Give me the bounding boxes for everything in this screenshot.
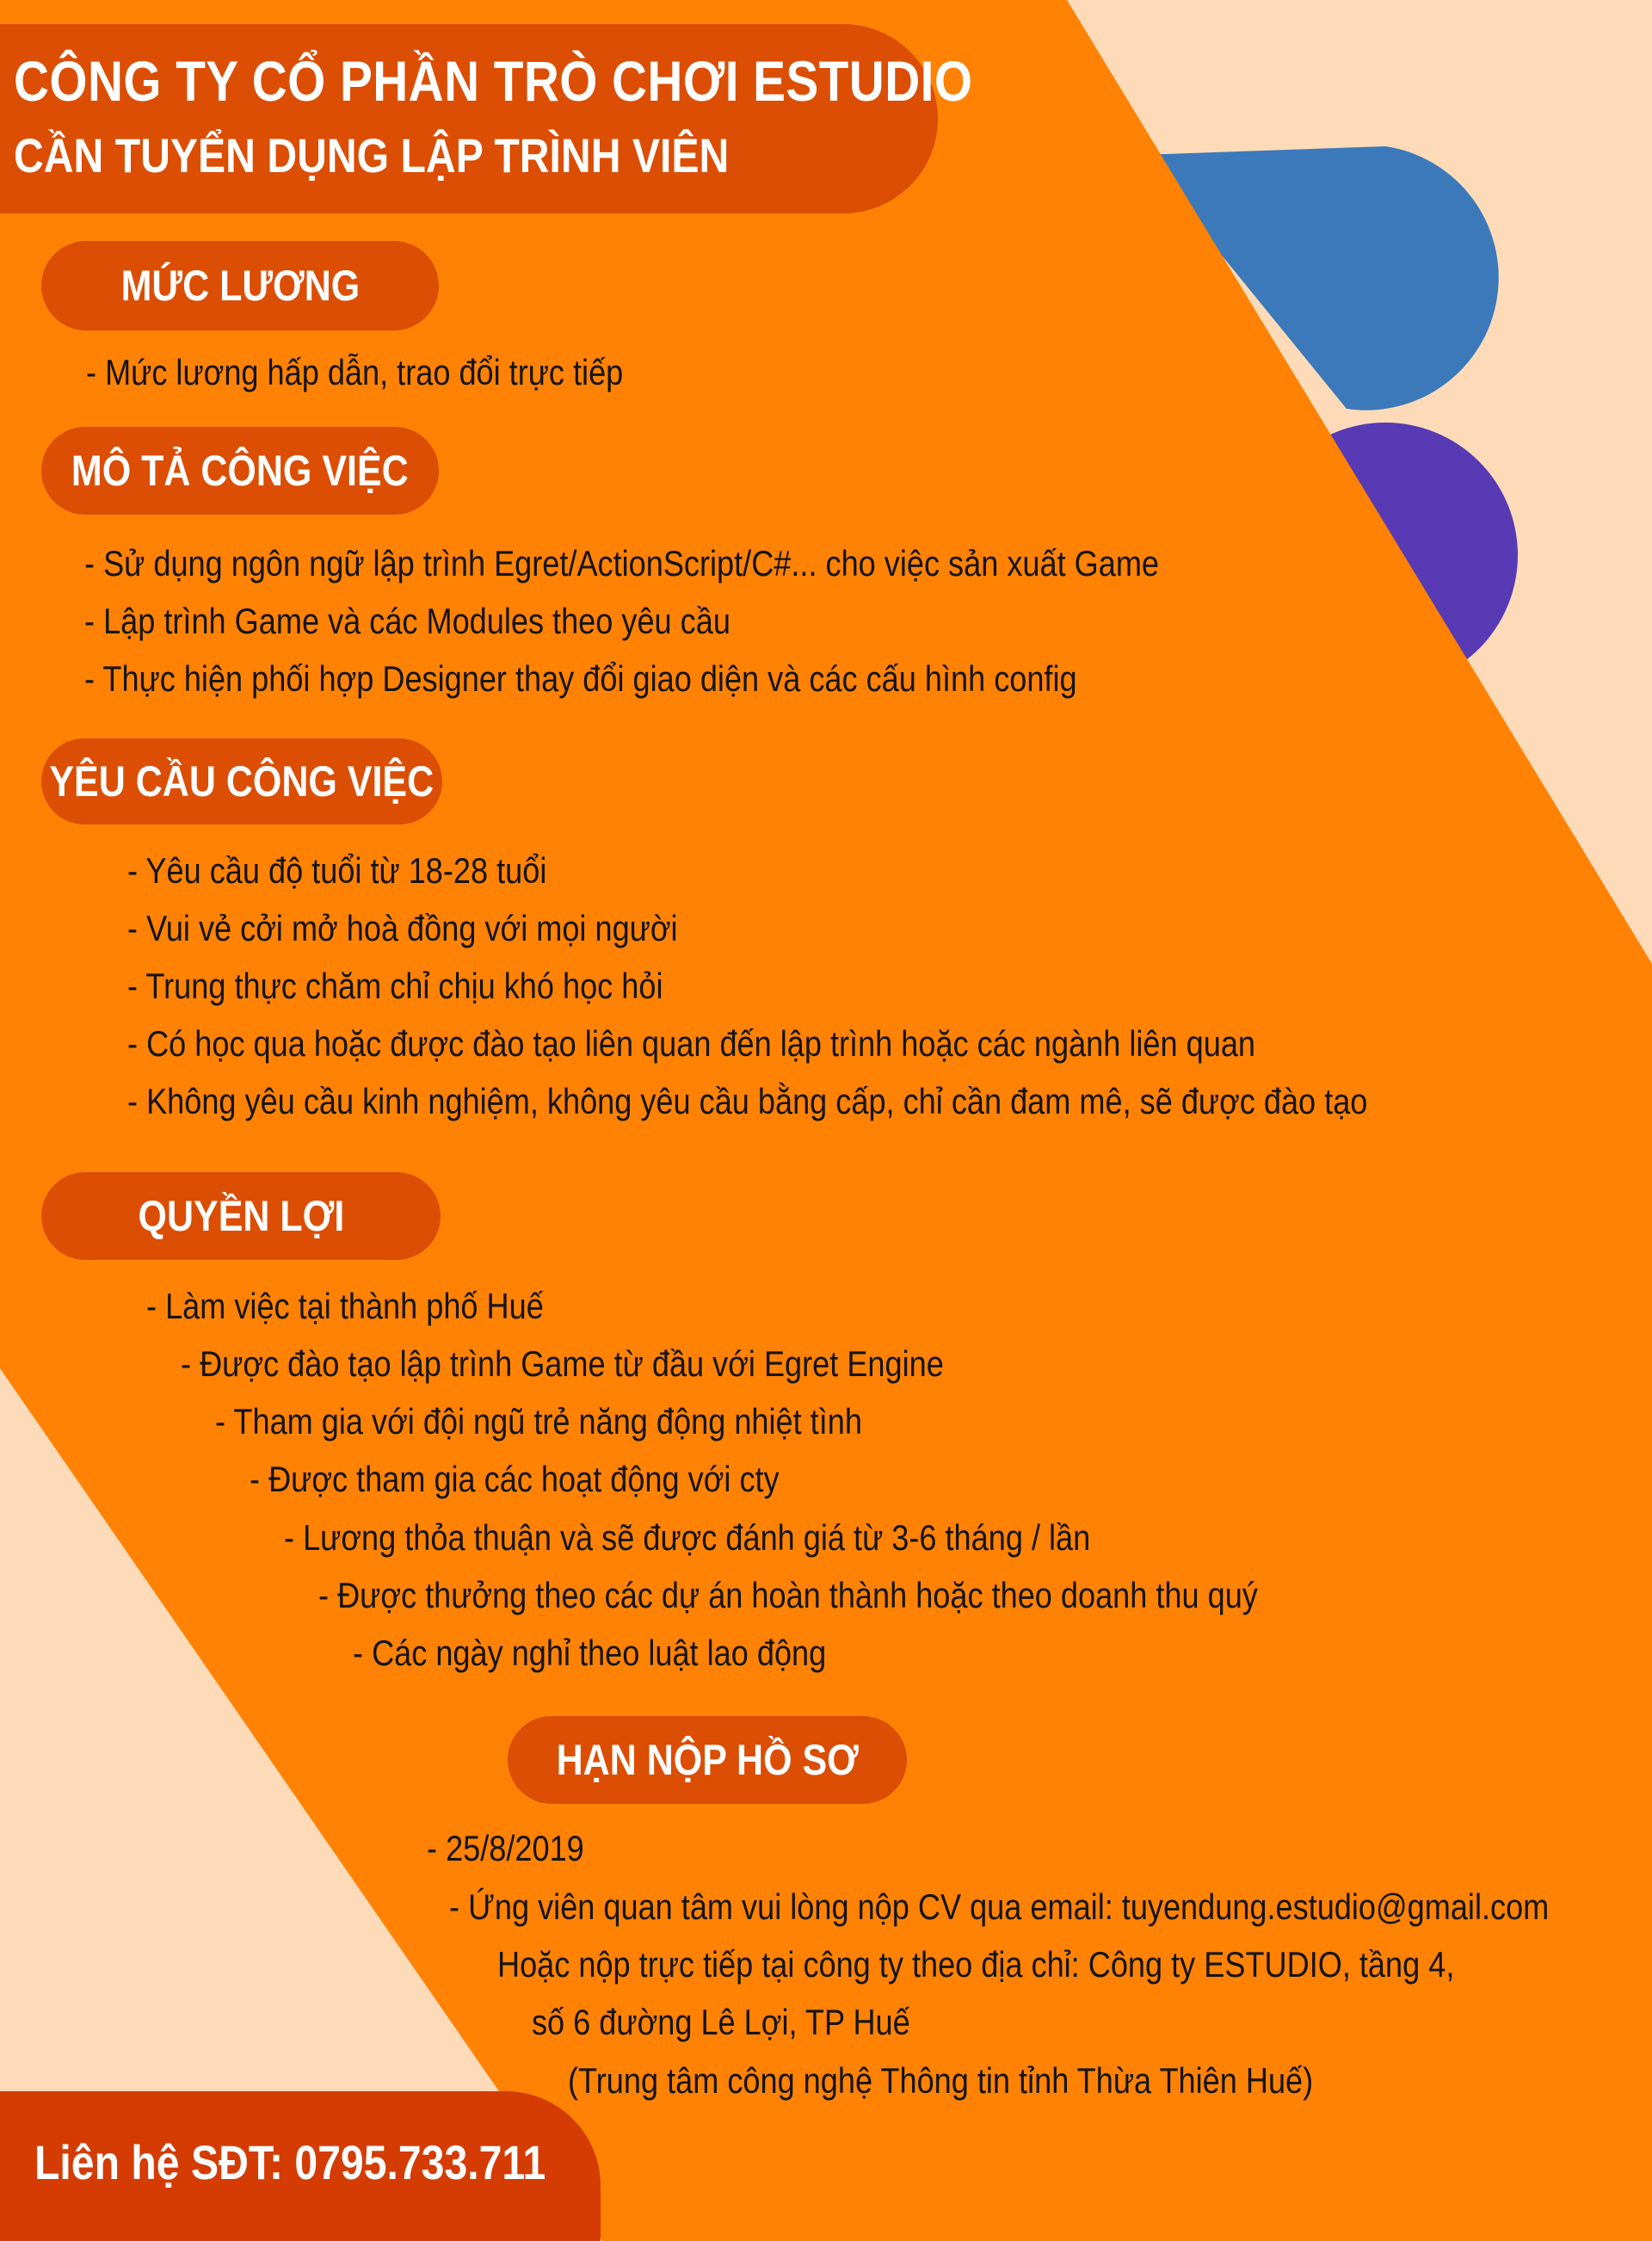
benefit-line: - Được đào tạo lập trình Game từ đầu với Egret Engine [181, 1343, 944, 1384]
requirement-line: - Có học qua hoặc được đào tạo liên quan đến lập trình hoặc các ngành liên quan [127, 1023, 1256, 1064]
requirement-line: - Vui vẻ cởi mở hoà đồng với mọi người [127, 908, 678, 948]
application-address-note: (Trung tâm công nghệ Thông tin tỉnh Thừa Thiên Huế) [568, 2060, 1314, 2101]
benefit-line: - Làm việc tại thành phố Huế [146, 1286, 544, 1326]
contact-phone: Liên hệ SĐT: 0795.733.711 [34, 2135, 546, 2189]
application-email-line: - Ứng viên quan tâm vui lòng nộp CV qua email: tuyendung.estudio@gmail.com [449, 1886, 1550, 1927]
benefit-line: - Được thưởng theo các dự án hoàn thành hoặc theo doanh thu quý [318, 1575, 1258, 1615]
salary-line: - Mức lương hấp dẫn, trao đổi trực tiếp [86, 352, 624, 392]
recruiting-subtitle: CẦN TUYỂN DỤNG LẬP TRÌNH VIÊN [14, 128, 730, 182]
application-address-line: số 6 đường Lê Lợi, TP Huế [532, 2002, 910, 2042]
job-description-line: - Sử dụng ngôn ngữ lập trình Egret/ActionScript/C#... cho việc sản xuất Game [84, 543, 1160, 583]
requirement-line: - Không yêu cầu kinh nghiệm, không yêu cầu bằng cấp, chỉ cần đam mê, sẽ được đào tạo [127, 1081, 1368, 1121]
section-heading-requirements: YÊU CẦU CÔNG VIỆC [41, 738, 442, 824]
section-heading-benefits: QUYỀN LỢI [41, 1172, 441, 1260]
benefit-line: - Lương thỏa thuận và sẽ được đánh giá từ 3-6 tháng / lần [284, 1517, 1091, 1558]
benefit-line: - Các ngày nghỉ theo luật lao động [353, 1633, 827, 1673]
section-heading-job-description: MÔ TẢ CÔNG VIỆC [41, 427, 439, 515]
job-description-line: - Lập trình Game và các Modules theo yêu cầu [84, 601, 730, 641]
requirement-line: - Trung thực chăm chỉ chịu khó học hỏi [127, 966, 663, 1006]
section-heading-deadline: HẠN NỘP HỒ SƠ [508, 1716, 907, 1804]
benefit-line: - Tham gia với đội ngũ trẻ năng động nhiệt tình [215, 1401, 862, 1442]
section-heading-salary: MỨC LƯƠNG [41, 241, 439, 330]
application-address-line: Hoặc nộp trực tiếp tại công ty theo địa chỉ: Công ty ESTUDIO, tầng 4, [497, 1944, 1455, 1985]
deadline-date: - 25/8/2019 [427, 1828, 584, 1868]
job-description-line: - Thực hiện phối hợp Designer thay đổi giao diện và các cấu hình config [84, 658, 1077, 699]
requirement-line: - Yêu cầu độ tuổi từ 18-28 tuổi [127, 850, 547, 891]
benefit-line: - Được tham gia các hoạt động với cty [250, 1459, 780, 1499]
company-title: CÔNG TY CỔ PHẦN TRÒ CHƠI ESTUDIO [14, 49, 973, 113]
